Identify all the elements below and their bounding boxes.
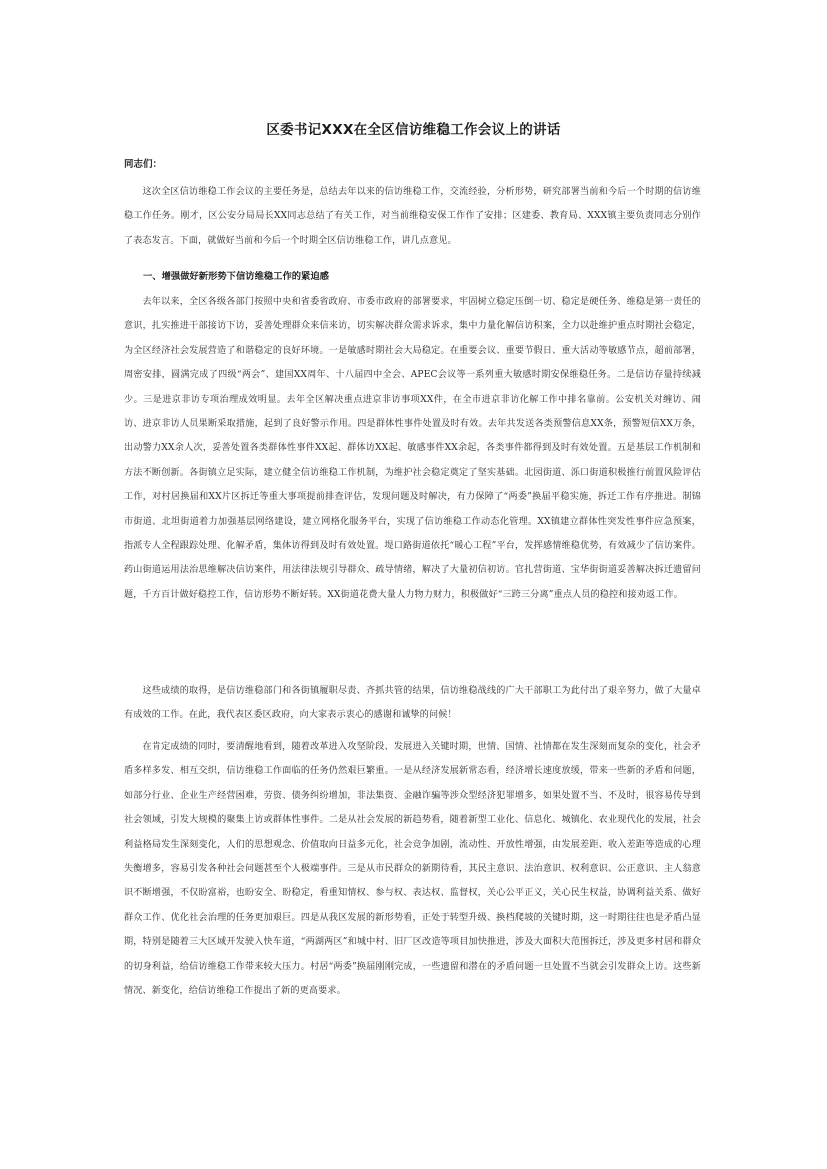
gratitude-paragraph: 这些成绩的取得，是信访维稳部门和各街镇履职尽责、齐抓共管的结果，信访维稳战线的广大干部职工为此付出了艰辛努力，做了大量卓有成效的工作。在此，我代表区委区政府，向大家表示衷心的感谢和诚挚的问候！ bbox=[124, 686, 701, 721]
challenges-paragraph: 在肯定成绩的同时，要清醒地看到，随着改革进入攻坚阶段、发展进入关键时期，世情、国情、社情都在发生深刻而复杂的变化，社会矛盾多样多发、相互交织，信访维稳工作面临的任务仍然艰巨繁重。一是从经济发展新常态看，经济增长速度放缓，带来一些新的矛盾和问题，如部分行业、企业生产经营困难，劳资、债务纠纷增加，非法集资、金融诈骗等涉众型经济犯罪增多，如果处置不当、不及时，很容易传导到社会领域，引发大规模的聚集上访或群体性事件。二是从社会发展的新趋势看，随着新型工业化、信息化、城镇化、农业现代化的发展，社会利益格局发生深刻变化，人们的思想观念、价值取向日益多元化，社会竞争加剧，流动性、开放性增强，由发展差距、收入差距等造成的心理失衡增多，容易引发各种社会问题甚至个人极端事件。三是从市民群众的新期待看，其民主意识、法治意识、权利意识、公正意识、主人翁意识不断增强，不仅盼富裕，也盼安全、盼稳定，看重知情权、参与权、表达权、监督权，关心公平正义，关心民生权益，协调利益关系、做好群众工作、优化社会治理的任务更加艰巨。四是从我区发展的新形势看，正处于转型升级、换档爬坡的关键时期，这一时期往往也是矛盾凸显期，特别是随着三大区域开发驶入快车道，“两湖两区”和城中村、旧厂区改造等项目加快推进，涉及大面积大范围拆迁，涉及更多村居和群众的切身利益，给信访维稳工作带来较大压力。村居“两委”换届刚刚完成，一些遗留和潜在的矛盾问题一旦处置不当就会引发群众上访。这些新情况、新变化，给信访维稳工作提出了新的更高要求。 bbox=[124, 742, 701, 997]
salutation: 同志们： bbox=[124, 159, 163, 170]
document-title: 区委书记XXX在全区信访维稳工作会议上的讲话 bbox=[266, 122, 561, 138]
section-heading: 一、增强做好新形势下信访维稳工作的紧迫感 bbox=[143, 271, 329, 282]
intro-paragraph: 这次全区信访维稳工作会议的主要任务是，总结去年以来的信访维稳工作，交流经验，分析形势，研究部署当前和今后一个时期的信访维稳工作任务。刚才，区公安分局局长XX同志总结了有关工作，对当前维稳安保工作作了安排；区建委、教育局、XXX镇主要负责同志分别作了表态发言。下面，就做好当前和今后一个时期全区信访维稳工作，讲几点意见。 bbox=[124, 187, 701, 246]
achievements-paragraph: 去年以来，全区各级各部门按照中央和省委省政府、市委市政府的部署要求，牢固树立稳定压倒一切、稳定是硬任务、维稳是第一责任的意识，扎实推进干部接访下访，妥善处理群众来信来访，切实解决群众需求诉求，集中力量化解信访积案，全力以赴维护重点时期社会稳定，为全区经济社会发展营造了和谐稳定的良好环境。一是敏感时期社会大局稳定。在重要会议、重要节假日、重大活动等敏感节点，超前部署，周密安排，圆满完成了四级“两会”、建国XX周年、十八届四中全会、APEC会议等一系列重大敏感时期安保维稳任务。二是信访存量持续减少。三是进京非访专项治理成效明显。去年全区解决重点进京非访事项XX件，在全市进京非访化解工作中排名靠前。公安机关对缠访、闹访、进京非访人员果断采取措施，起到了良好警示作用。四是群体性事件处置及时有效。去年共发送各类预警信息XX条，预警短信XX万条，出动警力XX余人次，妥善处置各类群体性事件XX起、群体访XX起、敏感事件XX余起，各类事件都得到及时有效处置。五是基层工作机制和方法不断创新。各街镇立足实际，建立健全信访维稳工作机制，为维护社会稳定奠定了坚实基础。北园街道、泺口街道积极推行前置风险评估工作，对村居换届和XX片区拆迁等重大事项提前排查评估，发现问题及时解决，有力保障了“两委”换届平稳实施，拆迁工作有序推进。制锦市街道、北坦街道着力加强基层网络建设，建立网格化服务平台，实现了信访维稳工作动态化管理。XX镇建立群体性突发性事件应急预案，指派专人全程跟踪处理、化解矛盾，集体访得到及时有效处置。堤口路街道依托“暖心工程”平台，发挥感情维稳优势，有效减少了信访案件。药山街道运用法治思维解决信访案件，用法律法规引导群众、疏导情绪，解决了大量初信初访。官扎营街道、宝华街街道妥善解决拆迁遗留问题，千方百计做好稳控工作，信访形势不断好转。XX街道花费大量人力物力财力，积极做好“三跨三分离”重点人员的稳控和接劝返工作。 bbox=[124, 297, 701, 600]
